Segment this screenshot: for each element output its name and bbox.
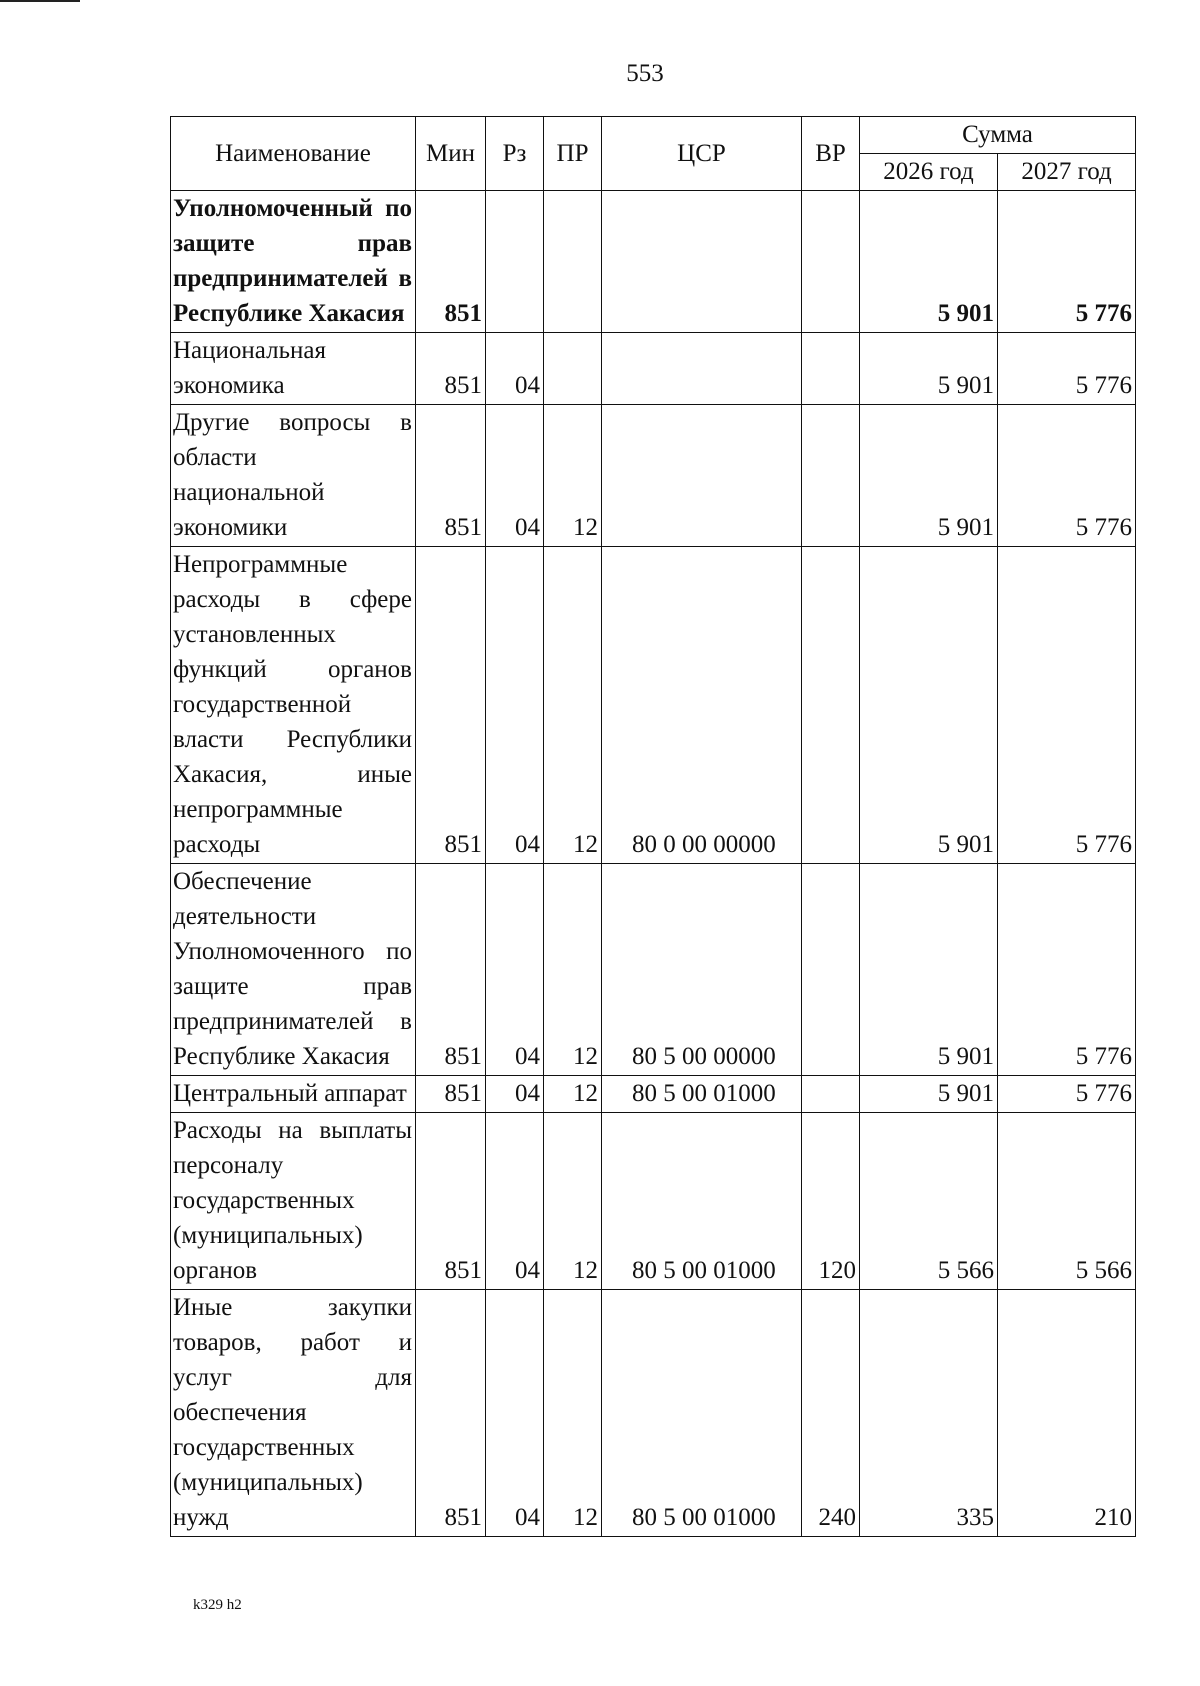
row-sum-2027: 5 776: [998, 864, 1136, 1076]
row-sum-2026: 5 566: [860, 1113, 998, 1290]
page-number: 553: [626, 60, 664, 87]
row-rz: 04: [486, 547, 544, 864]
row-sum-2027: 5 776: [998, 191, 1136, 333]
row-sum-2027: 5 566: [998, 1113, 1136, 1290]
row-rz: [486, 191, 544, 333]
row-csr: 80 5 00 01000: [602, 1076, 802, 1113]
scan-corner-mark: [0, 0, 80, 2]
row-pr: 12: [544, 864, 602, 1076]
row-name: Уполномоченный по защите прав предпринимателей в Республике Хакасия: [171, 191, 416, 333]
row-name: Иные закупки товаров, работ и услуг для обеспечения государственных (муниципальных) нужд: [171, 1290, 416, 1537]
header-name: Наименование: [171, 117, 416, 191]
row-min: 851: [416, 1290, 486, 1537]
table-row: [171, 405, 1136, 547]
header-rz: Рз: [486, 117, 544, 191]
row-pr: 12: [544, 1113, 602, 1290]
row-min: 851: [416, 191, 486, 333]
row-pr: 12: [544, 405, 602, 547]
row-min: 851: [416, 333, 486, 405]
row-csr: [602, 191, 802, 333]
row-csr: 80 5 00 01000: [602, 1290, 802, 1537]
row-rz: 04: [486, 333, 544, 405]
table-row: [171, 191, 1136, 333]
row-pr: 12: [544, 1076, 602, 1113]
table-row: [171, 864, 1136, 1076]
row-sum-2026: 5 901: [860, 1076, 998, 1113]
row-rz: 04: [486, 405, 544, 547]
row-min: 851: [416, 1076, 486, 1113]
row-name: Расходы на выплаты персоналу государственных (муниципальных) органов: [171, 1113, 416, 1290]
row-csr: 80 5 00 01000: [602, 1113, 802, 1290]
row-min: 851: [416, 1113, 486, 1290]
row-sum-2027: 5 776: [998, 1076, 1136, 1113]
header-year-2026: 2026 год: [860, 154, 998, 191]
row-csr: 80 5 00 00000: [602, 864, 802, 1076]
row-rz: 04: [486, 864, 544, 1076]
row-name: Другие вопросы в области национальной экономики: [171, 405, 416, 547]
row-vr: [802, 547, 860, 864]
row-sum-2026: 5 901: [860, 405, 998, 547]
row-csr: [602, 333, 802, 405]
row-vr: [802, 864, 860, 1076]
budget-table: [170, 116, 1136, 1537]
row-sum-2027: 210: [998, 1290, 1136, 1537]
header-csr: ЦСР: [602, 117, 802, 191]
table-row: [171, 1290, 1136, 1537]
table-row: [171, 547, 1136, 864]
row-vr: [802, 191, 860, 333]
row-min: 851: [416, 405, 486, 547]
header-pr: ПР: [544, 117, 602, 191]
row-vr: 240: [802, 1290, 860, 1537]
row-name: Непрограммные расходы в сфере установленных функций органов государственной власти Республики Хакасия, иные непрограммные расходы: [171, 547, 416, 864]
table-row: [171, 1113, 1136, 1290]
row-vr: [802, 405, 860, 547]
row-csr: 80 0 00 00000: [602, 547, 802, 864]
row-sum-2026: 335: [860, 1290, 998, 1537]
row-sum-2026: 5 901: [860, 333, 998, 405]
header-year-2027: 2027 год: [998, 154, 1136, 191]
footer-document-code: k329 h2: [193, 1597, 242, 1613]
row-sum-2027: 5 776: [998, 405, 1136, 547]
row-pr: [544, 191, 602, 333]
row-sum-2026: 5 901: [860, 191, 998, 333]
row-name: Центральный аппарат: [171, 1076, 416, 1113]
row-min: 851: [416, 547, 486, 864]
row-pr: 12: [544, 547, 602, 864]
row-min: 851: [416, 864, 486, 1076]
row-rz: 04: [486, 1076, 544, 1113]
row-vr: 120: [802, 1113, 860, 1290]
row-rz: 04: [486, 1290, 544, 1537]
table-row: [171, 333, 1136, 405]
row-rz: 04: [486, 1113, 544, 1290]
header-sum: Сумма: [860, 117, 1136, 154]
row-vr: [802, 333, 860, 405]
row-vr: [802, 1076, 860, 1113]
row-sum-2026: 5 901: [860, 864, 998, 1076]
row-name: Национальная экономика: [171, 333, 416, 405]
header-min: Мин: [416, 117, 486, 191]
row-sum-2026: 5 901: [860, 547, 998, 864]
header-vr: ВР: [802, 117, 860, 191]
row-name: Обеспечение деятельности Уполномоченного по защите прав предпринимателей в Республике Хакасия: [171, 864, 416, 1076]
table-row: [171, 1076, 1136, 1113]
row-csr: [602, 405, 802, 547]
row-pr: [544, 333, 602, 405]
row-sum-2027: 5 776: [998, 333, 1136, 405]
row-sum-2027: 5 776: [998, 547, 1136, 864]
row-pr: 12: [544, 1290, 602, 1537]
